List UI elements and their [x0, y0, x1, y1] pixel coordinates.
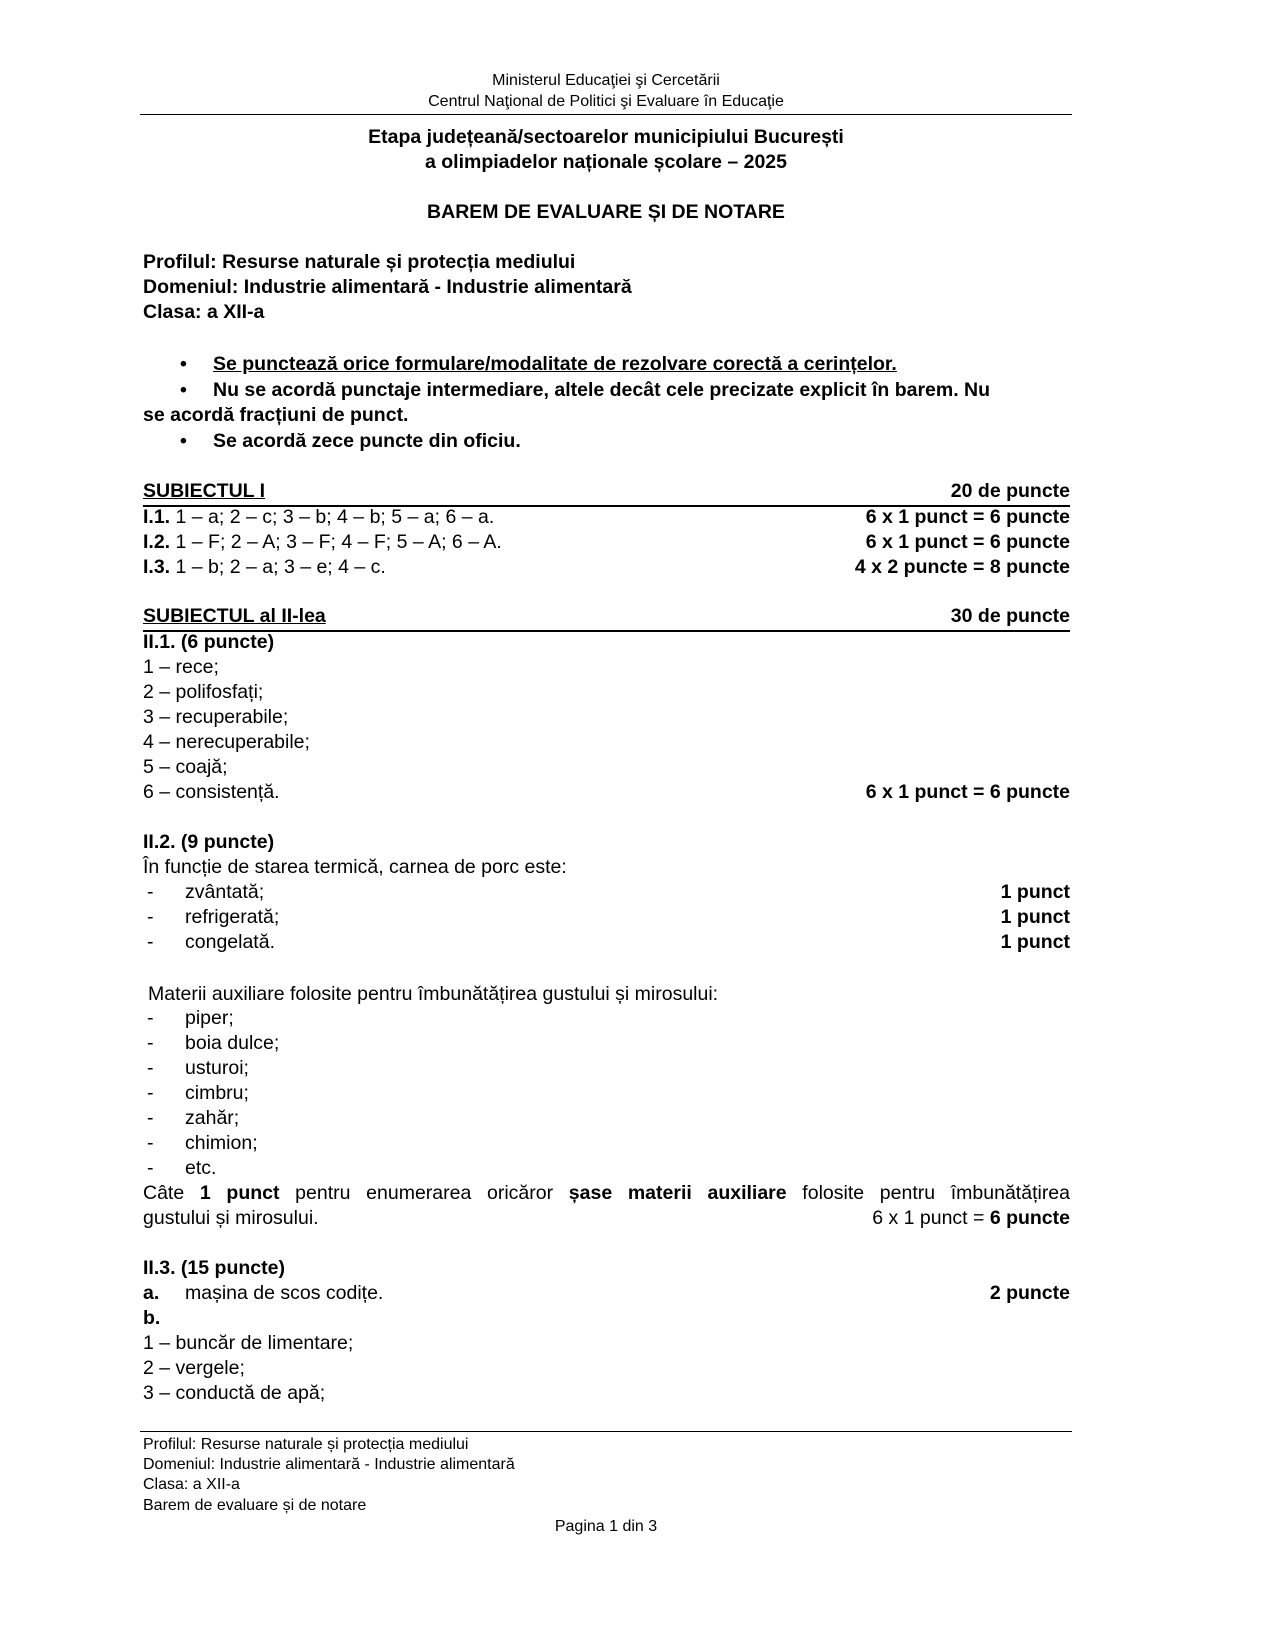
section-heading-s2: SUBIECTUL al II-lea 30 de puncte — [143, 605, 1070, 632]
question-intro: În funcție de starea termică, carnea de porc este: — [143, 856, 567, 878]
answer-item: 1 – buncăr de limentare; — [143, 1332, 354, 1354]
footer-rule — [140, 1431, 1072, 1432]
list-item: - congelată. 1 punct — [147, 931, 1070, 953]
list-item: - piper; — [147, 1007, 234, 1029]
section-heading-s1: SUBIECTUL I 20 de puncte — [143, 480, 1070, 507]
scoring-note-cont: gustului și mirosului. 6 x 1 punct = 6 puncte — [143, 1207, 1070, 1229]
page-title: BAREM DE EVALUARE ȘI DE NOTARE — [427, 201, 785, 223]
answer-item: 4 – nerecuperabile; — [143, 731, 310, 753]
question-title: II.1. (6 puncte) — [143, 631, 275, 653]
bullet-icon: • — [180, 379, 187, 401]
answer-row: I.2. 1 – F; 2 – A; 3 – F; 4 – F; 5 – A; 6 – A. 6 x 1 punct = 6 puncte — [143, 531, 1070, 553]
footer-barem: Barem de evaluare și de notare — [143, 1497, 367, 1514]
footer-domeniu: Domeniul: Industrie alimentară - Industrie alimentară — [143, 1456, 515, 1473]
page-number: Pagina 1 din 3 — [554, 1518, 658, 1535]
rule-3: • Se acordă zece puncte din oficiu. — [180, 430, 521, 452]
answer-item: 2 – polifosfați; — [143, 681, 264, 703]
title-line2: a olimpiadelor naționale școlare – 2025 — [425, 151, 787, 173]
footer-profil: Profilul: Resurse naturale și protecția mediului — [143, 1436, 469, 1453]
list-item: - boia dulce; — [147, 1032, 280, 1054]
answer-item: 5 – coajă; — [143, 756, 228, 778]
answer-item: 3 – recuperabile; — [143, 706, 289, 728]
meta-profil: Profilul: Resurse naturale și protecția mediului — [143, 251, 576, 273]
bullet-icon: • — [180, 353, 187, 375]
aux-intro: Materii auxiliare folosite pentru îmbunătățirea gustului și mirosului: — [148, 983, 719, 1005]
answer-item: 3 – conductă de apă; — [143, 1382, 326, 1404]
bullet-icon: • — [180, 430, 187, 452]
header-ministry: Ministerul Educaţiei şi Cercetării — [492, 72, 720, 89]
answer-row: I.3. 1 – b; 2 – a; 3 – e; 4 – c. 4 x 2 puncte = 8 puncte — [143, 556, 1070, 578]
rule-2-cont: se acordă fracțiuni de punct. — [143, 404, 409, 426]
list-item: - zahăr; — [147, 1107, 240, 1129]
answer-item: 6 – consistență. 6 x 1 punct = 6 puncte — [143, 781, 1070, 803]
list-item: - zvântată; 1 punct — [147, 881, 1070, 903]
list-item: - refrigerată; 1 punct — [147, 906, 1070, 928]
question-title: II.2. (9 puncte) — [143, 831, 275, 853]
rule-1: • Se punctează orice formulare/modalitate de rezolvare corectă a cerințelor. — [180, 353, 897, 375]
rule-2: • Nu se acordă punctaje intermediare, altele decât cele precizate explicit în barem. Nu — [180, 379, 991, 401]
footer-clasa: Clasa: a XII-a — [143, 1476, 240, 1493]
header-rule — [140, 114, 1072, 115]
title-line1: Etapa județeană/sectoarelor municipiului București — [368, 126, 844, 148]
list-item: - cimbru; — [147, 1082, 249, 1104]
meta-domeniu: Domeniul: Industrie alimentară - Industrie alimentară — [143, 276, 632, 298]
meta-clasa: Clasa: a XII-a — [143, 301, 265, 323]
answer-row: I.1. 1 – a; 2 – c; 3 – b; 4 – b; 5 – a; 6 – a. 6 x 1 punct = 6 puncte — [143, 506, 1070, 528]
scoring-note: Câte 1 punct pentru enumerarea oricăror șase materii auxiliare folosite pentru îmbunătățirea — [143, 1182, 1070, 1204]
answer-b-label: b. — [143, 1307, 161, 1329]
list-item: - chimion; — [147, 1132, 258, 1154]
list-item: - usturoi; — [147, 1057, 249, 1079]
list-item: - etc. — [147, 1157, 217, 1179]
answer-item: 1 – rece; — [143, 656, 219, 678]
header-center: Centrul Naţional de Politici şi Evaluare în Educaţie — [428, 93, 784, 110]
question-title: II.3. (15 puncte) — [143, 1257, 285, 1279]
answer-a: a. mașina de scos codițe. 2 puncte — [143, 1282, 1070, 1304]
answer-item: 2 – vergele; — [143, 1357, 245, 1379]
